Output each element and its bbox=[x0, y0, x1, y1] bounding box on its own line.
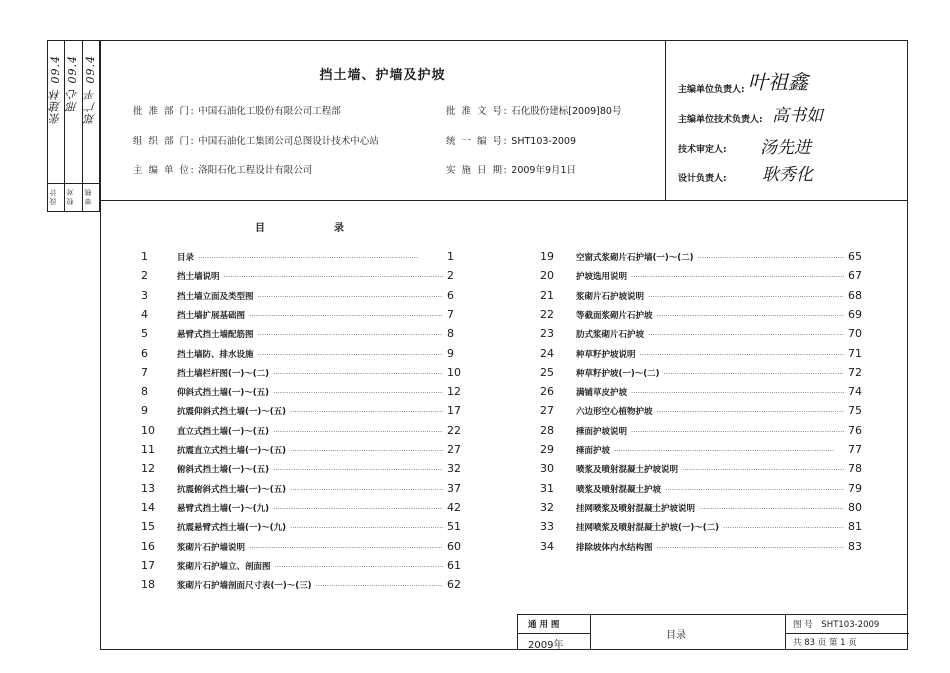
toc-number: 27 bbox=[540, 404, 554, 418]
toc-number: 8 bbox=[141, 385, 148, 399]
header-divider bbox=[100, 200, 908, 201]
responsible-technical-label: 主编单位技术负责人: bbox=[678, 115, 763, 125]
title-block-sheet-name: 目录 bbox=[666, 630, 686, 641]
toc-page-number: 61 bbox=[447, 558, 461, 572]
toc-number: 32 bbox=[540, 500, 554, 514]
toc-leader-dots bbox=[273, 389, 443, 397]
toc-entry-name: 悬臂式挡土墙(一)～(九) bbox=[177, 503, 270, 514]
stamp-signature: 郑广平 09.4 bbox=[83, 55, 97, 124]
info-label: 批 准 文 号: bbox=[446, 106, 509, 117]
drawing-no-value: SHT103-2009 bbox=[821, 620, 880, 630]
toc-entry-name: 捶面护坡 bbox=[576, 446, 611, 456]
toc-entry-name: 种草籽护坡说明 bbox=[576, 349, 636, 360]
toc-page-number: 69 bbox=[848, 307, 862, 321]
toc-row bbox=[540, 308, 872, 327]
toc-leader-dots bbox=[273, 370, 443, 378]
toc-entry-name: 挡土墙说明 bbox=[177, 272, 220, 283]
stamp-divider bbox=[48, 183, 64, 184]
info-label: 实 施 日 期: bbox=[446, 165, 509, 176]
toc-row bbox=[141, 559, 471, 578]
toc-number: 34 bbox=[540, 539, 554, 553]
toc-entry-name: 抗震仰斜式挡土墙(一)～(五) bbox=[177, 407, 287, 418]
stamp-label: 校 对 bbox=[66, 188, 75, 205]
toc-row bbox=[141, 462, 471, 481]
responsible-chief-unit-label: 主编单位负责人: bbox=[678, 85, 745, 95]
toc-page-number: 10 bbox=[447, 365, 461, 379]
toc-number: 26 bbox=[540, 385, 554, 399]
toc-row bbox=[141, 366, 471, 385]
organizing-department bbox=[133, 133, 379, 147]
toc-leader-dots bbox=[290, 486, 443, 494]
toc-leader-dots bbox=[648, 293, 844, 301]
toc-page-number: 81 bbox=[848, 520, 862, 534]
toc-number: 5 bbox=[141, 327, 148, 341]
signature-reviewer: 汤先进 bbox=[760, 138, 811, 158]
toc-entry-name: 种草籽护坡(一)～(二) bbox=[576, 368, 660, 379]
toc-row bbox=[141, 578, 471, 597]
toc-leader-dots bbox=[316, 582, 443, 590]
toc-leader-dots bbox=[249, 312, 443, 320]
toc-entry-name: 挡土墙扩展基础图 bbox=[177, 310, 246, 321]
info-value: SHT103-2009 bbox=[511, 136, 577, 147]
title-block-divider bbox=[518, 633, 590, 634]
toc-page-number: 79 bbox=[848, 481, 862, 495]
toc-row bbox=[540, 424, 872, 443]
toc-leader-dots bbox=[224, 273, 443, 281]
approval-document-number bbox=[446, 103, 621, 117]
toc-leader-dots bbox=[614, 447, 844, 455]
toc-row bbox=[141, 347, 471, 366]
toc-page-number: 51 bbox=[447, 520, 461, 534]
info-value: 洛阳石化工程设计有限公司 bbox=[198, 165, 313, 176]
toc-page-number: 62 bbox=[447, 578, 461, 592]
toc-page-number: 6 bbox=[447, 288, 454, 302]
toc-entry-name: 护坡选用说明 bbox=[576, 272, 628, 283]
toc-row bbox=[540, 385, 872, 404]
toc-page-number: 7 bbox=[447, 307, 454, 321]
responsible-designer-label: 设计负责人: bbox=[678, 174, 727, 184]
toc-entry-name: 抗震俯斜式挡土墙(一)～(五) bbox=[177, 484, 287, 495]
stamp-column-design bbox=[48, 41, 65, 211]
header-vertical-divider bbox=[665, 40, 666, 200]
toc-number: 3 bbox=[141, 288, 148, 302]
toc-number: 7 bbox=[141, 365, 148, 379]
toc-leader-dots bbox=[631, 273, 844, 281]
toc-entry-name: 浆砌片石护墙立、剖面图 bbox=[177, 561, 271, 572]
toc-heading bbox=[255, 219, 413, 234]
toc-entry-name: 仰斜式挡土墙(一)～(五) bbox=[177, 388, 270, 399]
toc-entry-name: 喷浆及喷射混凝土护坡 bbox=[576, 484, 662, 495]
toc-page-number: 1 bbox=[447, 250, 454, 263]
toc-number: 4 bbox=[141, 307, 148, 321]
toc-entry-name: 挂网喷浆及喷射混凝土护坡(一)～(二) bbox=[576, 523, 720, 534]
toc-number: 6 bbox=[141, 346, 148, 360]
toc-row bbox=[540, 501, 872, 520]
stamp-column-check bbox=[65, 41, 82, 211]
toc-number: 28 bbox=[540, 423, 554, 437]
toc-leader-dots bbox=[631, 389, 844, 397]
stamp-column-review bbox=[83, 41, 99, 211]
info-value: 2009年9月1日 bbox=[511, 165, 577, 176]
toc-number: 12 bbox=[141, 462, 155, 476]
stamp-signature: 张建林 09.4 bbox=[49, 55, 62, 124]
toc-entry-name: 满铺草皮护坡 bbox=[576, 388, 628, 399]
toc-number: 2 bbox=[141, 269, 148, 283]
toc-row bbox=[141, 289, 471, 308]
document-title: 挡土墙、护墙及护坡 bbox=[319, 68, 446, 83]
toc-leader-dots bbox=[699, 505, 844, 513]
toc-entry-name: 六边形空心植物护坡 bbox=[576, 407, 653, 418]
title-block-drawing-no bbox=[793, 618, 879, 630]
toc-leader-dots bbox=[290, 408, 443, 416]
toc-row bbox=[540, 366, 872, 385]
toc-page-number: 77 bbox=[848, 443, 862, 456]
toc-leader-dots bbox=[273, 466, 443, 474]
toc-entry-name: 直立式挡土墙(一)～(五) bbox=[177, 426, 270, 437]
toc-leader-dots bbox=[657, 544, 844, 552]
toc-leader-dots bbox=[258, 351, 443, 359]
toc-entry-name: 挡土墙防、排水设施 bbox=[177, 349, 254, 360]
title-block-year: 2009年 bbox=[528, 640, 564, 651]
toc-page-number: 68 bbox=[848, 288, 862, 302]
toc-row bbox=[540, 327, 872, 346]
toc-row bbox=[141, 424, 471, 443]
toc-number: 31 bbox=[540, 481, 554, 495]
toc-row bbox=[540, 540, 872, 559]
toc-page-number: 80 bbox=[848, 500, 862, 514]
toc-row bbox=[141, 327, 471, 346]
toc-row bbox=[141, 269, 471, 288]
toc-entry-name: 悬臂式挡土墙配筋图 bbox=[177, 330, 254, 341]
toc-page-number: 67 bbox=[848, 269, 862, 283]
toc-page-number: 60 bbox=[447, 539, 461, 553]
title-block-divider bbox=[785, 633, 909, 634]
toc-number: 30 bbox=[540, 462, 554, 476]
toc-entry-name: 挂网喷浆及喷射混凝土护坡说明 bbox=[576, 503, 696, 514]
toc-number: 14 bbox=[141, 500, 155, 514]
toc-leader-dots bbox=[640, 351, 844, 359]
toc-page-number: 71 bbox=[848, 346, 862, 360]
toc-row bbox=[141, 482, 471, 501]
toc-row bbox=[540, 289, 872, 308]
toc-page-number: 17 bbox=[447, 404, 461, 418]
toc-leader-dots bbox=[273, 505, 443, 513]
signature-chief-unit: 叶祖鑫 bbox=[748, 70, 808, 94]
info-label: 组 织 部 门: bbox=[133, 136, 196, 147]
toc-leader-dots bbox=[657, 408, 844, 416]
toc-page-number: 9 bbox=[447, 346, 454, 360]
chief-editing-unit bbox=[133, 162, 312, 176]
toc-entry-name: 抗震悬臂式挡土墙(一)～(九) bbox=[177, 523, 287, 534]
title-block-type: 通 用 图 bbox=[528, 620, 560, 630]
info-label: 统 一 编 号: bbox=[446, 136, 509, 147]
stamp-signature: 邢心 09.4 bbox=[66, 55, 80, 112]
toc-row bbox=[540, 520, 872, 539]
info-label: 主 编 单 位: bbox=[133, 165, 196, 176]
info-label: 批 准 部 门: bbox=[133, 106, 196, 117]
toc-page-number: 76 bbox=[848, 423, 862, 437]
toc-page-number: 27 bbox=[447, 443, 461, 456]
toc-leader-dots bbox=[275, 563, 443, 571]
toc-number: 11 bbox=[141, 443, 155, 456]
toc-leader-dots bbox=[258, 293, 443, 301]
toc-entry-name: 浆砌片石护坡说明 bbox=[576, 291, 645, 302]
toc-number: 18 bbox=[141, 578, 155, 592]
toc-row bbox=[540, 347, 872, 366]
toc-leader-dots bbox=[273, 428, 443, 436]
toc-entry-name: 挡土墙立面及类型图 bbox=[177, 291, 254, 302]
toc-leader-dots bbox=[648, 331, 844, 339]
toc-entry-name: 空窗式浆砌片石护墙(一)～(二) bbox=[576, 253, 694, 263]
toc-number: 9 bbox=[141, 404, 148, 418]
toc-entry-name: 挡土墙栏杆图(一)～(二) bbox=[177, 368, 270, 379]
toc-page-number: 32 bbox=[447, 462, 461, 476]
toc-row bbox=[141, 385, 471, 404]
stamp-label: 审 核 bbox=[83, 188, 92, 205]
toc-number: 13 bbox=[141, 481, 155, 495]
toc-leader-dots bbox=[665, 486, 844, 494]
toc-number: 22 bbox=[540, 307, 554, 321]
toc-leader-dots bbox=[682, 466, 844, 474]
toc-heading-char: 目 bbox=[255, 223, 266, 234]
toc-leader-dots bbox=[290, 447, 443, 455]
toc-number: 15 bbox=[141, 520, 155, 534]
toc-entry-name: 排除坡体内水结构图 bbox=[576, 542, 653, 553]
toc-leader-dots bbox=[664, 370, 844, 378]
toc-leader-dots bbox=[723, 524, 844, 532]
info-value: 中国石油化工股份有限公司工程部 bbox=[198, 106, 341, 117]
toc-number: 10 bbox=[141, 423, 155, 437]
toc-page-number: 37 bbox=[447, 481, 461, 495]
toc-number: 21 bbox=[540, 288, 554, 302]
toc-entry-name: 等截面浆砌片石护坡 bbox=[576, 310, 653, 321]
approval-department bbox=[133, 103, 341, 117]
toc-page-number: 8 bbox=[447, 327, 454, 341]
toc-row bbox=[540, 482, 872, 501]
toc-entry-name: 目录 bbox=[177, 253, 195, 263]
stamp-divider bbox=[83, 183, 99, 184]
toc-row bbox=[141, 540, 471, 559]
toc-number: 19 bbox=[540, 250, 554, 263]
toc-entry-name: 抗震直立式挡土墙(一)～(五) bbox=[177, 446, 287, 456]
signature-designer: 耿秀化 bbox=[762, 165, 813, 185]
toc-row bbox=[141, 443, 471, 462]
toc-entry-name: 捶面护坡说明 bbox=[576, 426, 628, 437]
toc-leader-dots bbox=[290, 524, 443, 532]
info-value: 石化股份建标[2009]80号 bbox=[511, 106, 622, 117]
toc-number: 23 bbox=[540, 327, 554, 341]
toc-entry-name: 肋式浆砌片石护坡 bbox=[576, 330, 645, 341]
toc-page-number: 75 bbox=[848, 404, 862, 418]
toc-number: 17 bbox=[141, 558, 155, 572]
toc-leader-dots bbox=[631, 428, 844, 436]
drawing-no-label: 图 号 bbox=[793, 620, 813, 630]
toc-number: 20 bbox=[540, 269, 554, 283]
info-value: 中国石油化工集团公司总图设计技术中心站 bbox=[198, 136, 379, 147]
toc-row bbox=[141, 308, 471, 327]
toc-leader-dots bbox=[249, 544, 443, 552]
toc-number: 24 bbox=[540, 346, 554, 360]
toc-row bbox=[141, 404, 471, 423]
toc-page-number: 65 bbox=[848, 250, 862, 263]
toc-number: 16 bbox=[141, 539, 155, 553]
toc-row bbox=[141, 501, 471, 520]
toc-number: 1 bbox=[141, 250, 148, 263]
toc-row bbox=[540, 269, 872, 288]
toc-heading-char: 录 bbox=[334, 223, 345, 234]
toc-number: 29 bbox=[540, 443, 554, 456]
responsible-reviewer-label: 技术审定人: bbox=[678, 145, 727, 155]
toc-page-number: 42 bbox=[447, 500, 461, 514]
title-block-pages: 共 83 页 第 1 页 bbox=[793, 638, 857, 648]
implementation-date bbox=[446, 162, 576, 176]
toc-row bbox=[141, 250, 471, 269]
toc-row bbox=[540, 250, 872, 269]
toc-row bbox=[540, 443, 872, 462]
title-block bbox=[517, 614, 908, 650]
toc-number: 33 bbox=[540, 520, 554, 534]
signature-technical: 高书如 bbox=[772, 106, 823, 126]
approval-stamp-strip bbox=[47, 40, 100, 212]
toc-page-number: 78 bbox=[848, 462, 862, 476]
toc-row bbox=[540, 462, 872, 481]
toc-page-number: 22 bbox=[447, 423, 461, 437]
toc-page-number: 72 bbox=[848, 365, 862, 379]
toc-entry-name: 浆砌片石护墙剖面尺寸表(一)～(三) bbox=[177, 581, 312, 592]
toc-leader-dots bbox=[198, 254, 443, 262]
toc-page-number: 74 bbox=[848, 385, 862, 399]
toc-page-number: 83 bbox=[848, 539, 862, 553]
title-block-divider bbox=[590, 615, 591, 650]
toc-leader-dots bbox=[258, 331, 443, 339]
toc-page-number: 2 bbox=[447, 269, 454, 283]
stamp-label: 设 计 bbox=[49, 188, 57, 205]
stamp-divider bbox=[65, 183, 81, 184]
toc-page-number: 12 bbox=[447, 385, 461, 399]
toc-leader-dots bbox=[698, 254, 844, 262]
toc-row bbox=[141, 520, 471, 539]
toc-entry-name: 喷浆及喷射混凝土护坡说明 bbox=[576, 465, 679, 476]
toc-page-number: 70 bbox=[848, 327, 862, 341]
toc-entry-name: 俯斜式挡土墙(一)～(五) bbox=[177, 465, 270, 476]
toc-leader-dots bbox=[657, 312, 844, 320]
toc-row bbox=[540, 404, 872, 423]
toc-entry-name: 浆砌片石护墙说明 bbox=[177, 542, 246, 553]
unified-number bbox=[446, 133, 576, 147]
toc-number: 25 bbox=[540, 365, 554, 379]
